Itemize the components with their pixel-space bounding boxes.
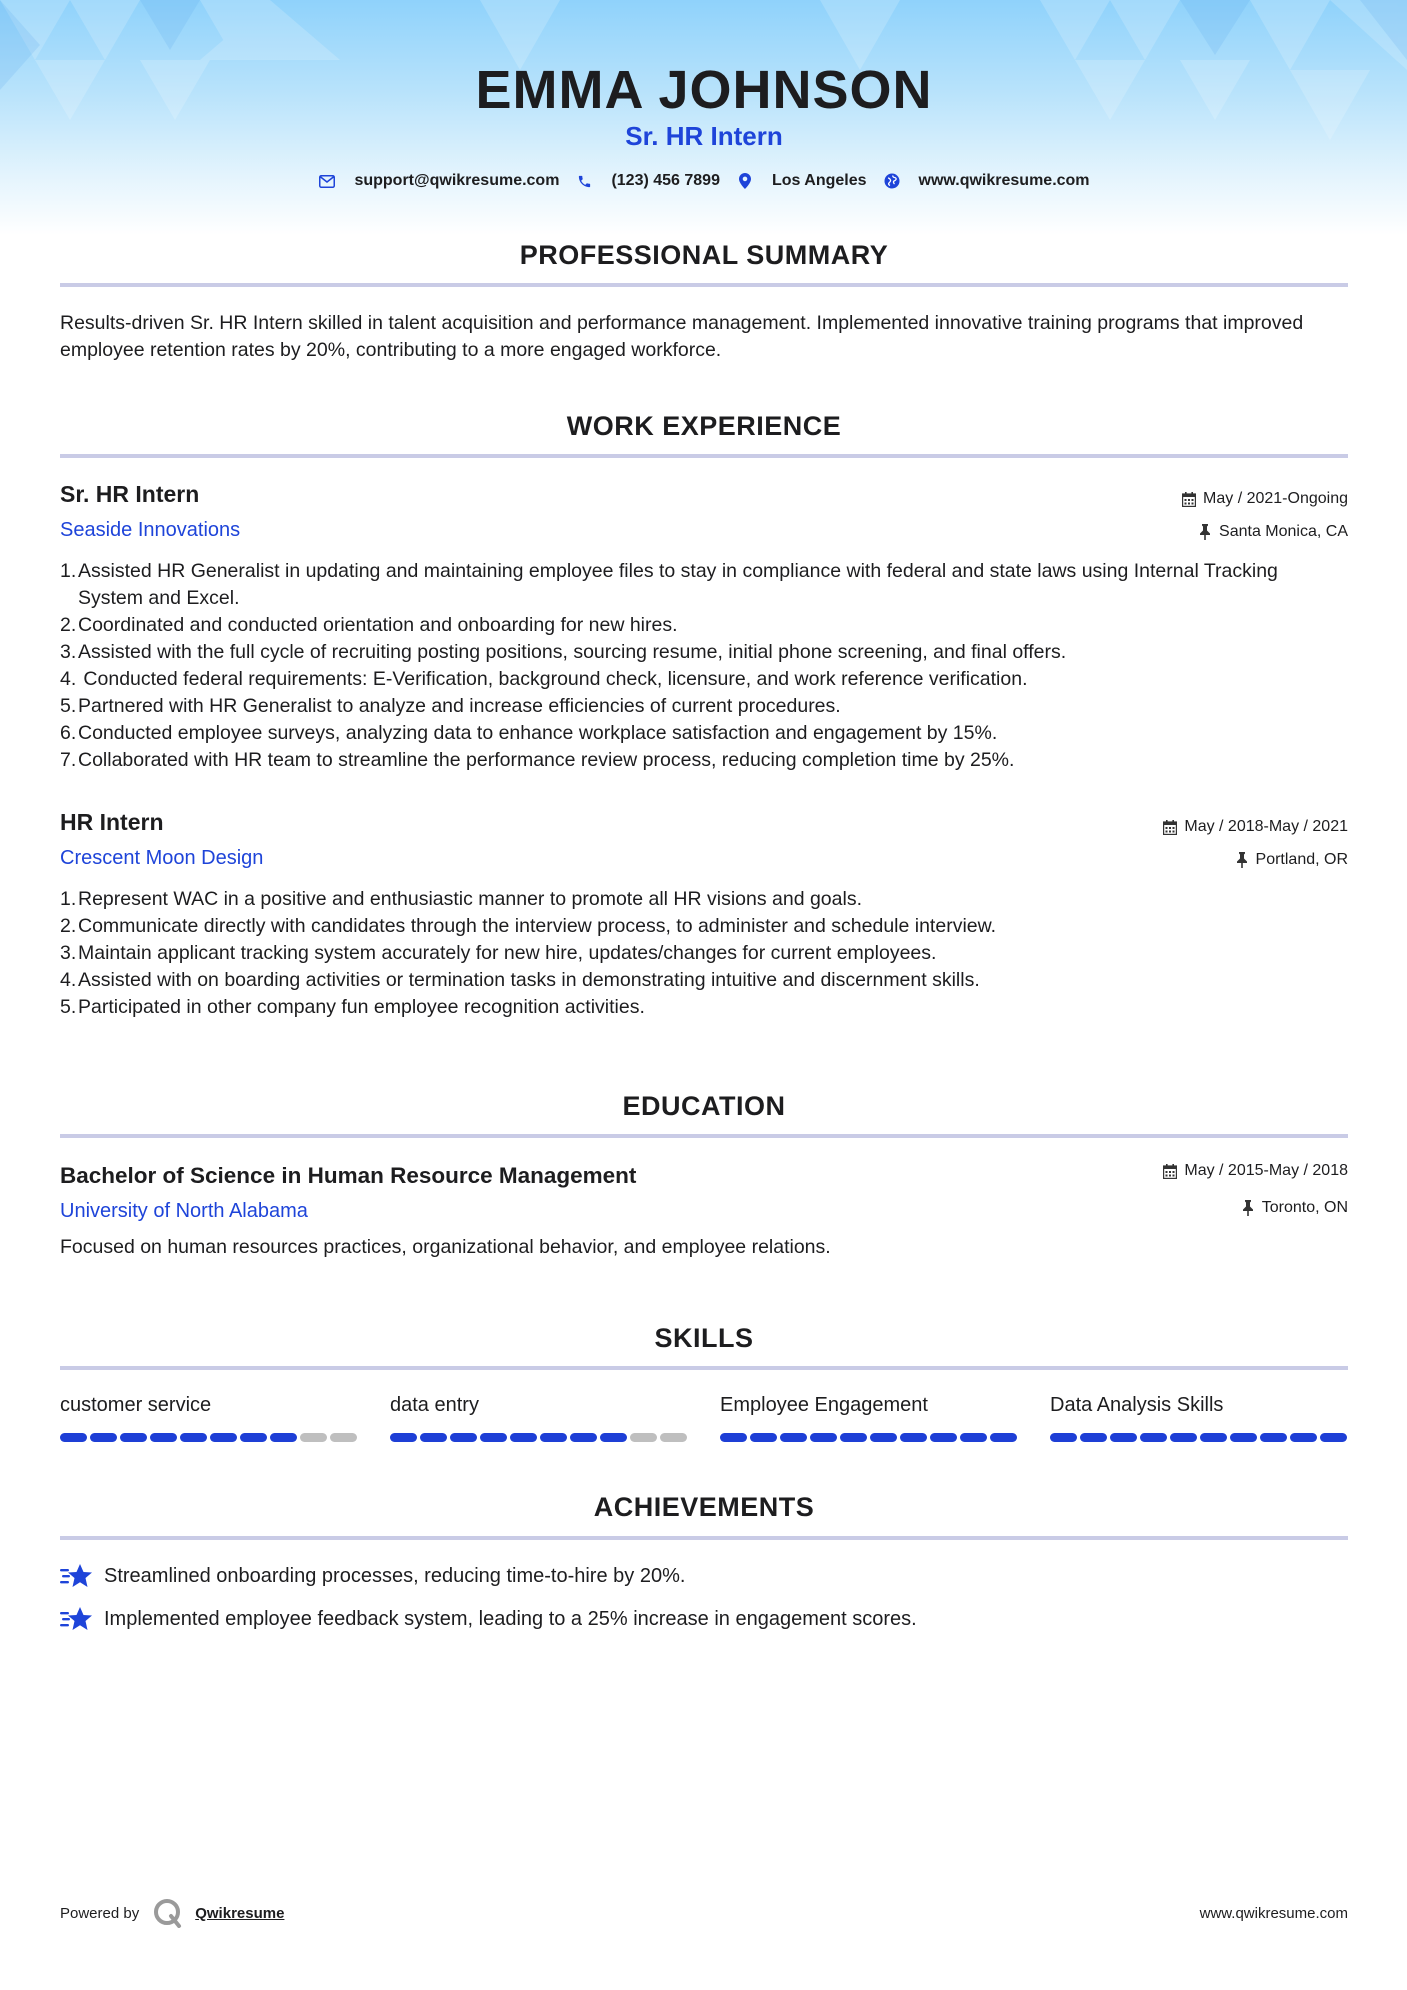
skill-name: Employee Engagement [720,1394,928,1416]
skill-segment-filled [540,1433,567,1442]
skill-segment-filled [990,1433,1017,1442]
skill-segment-filled [840,1433,867,1442]
contact-email-text: support@qwikresume.com [354,172,560,189]
skill-segment-filled [480,1433,507,1442]
job-1-location [1197,521,1348,543]
calendar-icon [1181,491,1197,507]
skill-segment-filled [120,1433,147,1442]
map-pin-icon [736,172,754,190]
calendar-icon [1162,819,1178,835]
skill-segment-empty [330,1433,357,1442]
brand-link[interactable]: Qwikresume [195,1904,285,1922]
job-2-dates [1162,816,1348,838]
education-divider [60,1134,1348,1138]
skill-segment-filled [930,1433,957,1442]
skill-segment-empty [630,1433,657,1442]
contact-location [736,172,867,190]
candidate-role: Sr. HR Intern [625,121,783,151]
skill-name: data entry [390,1394,479,1416]
job-2-company: Crescent Moon Design [60,847,264,869]
skill-segment-filled [1320,1433,1347,1442]
powered-by-label: Powered by [60,1904,140,1922]
skill-item [390,1391,690,1442]
experience-divider [60,454,1348,458]
education-heading: EDUCATION [622,1091,786,1121]
achievements-heading: ACHIEVEMENTS [593,1492,815,1522]
skill-segment-filled [510,1433,537,1442]
skill-segment-empty [660,1433,687,1442]
skill-segment-filled [780,1433,807,1442]
skill-item [720,1391,1020,1442]
list-item: 4. Assisted with on boarding activities or termination tasks in demonstrating intuitive and discernment skills. [60,969,980,991]
skill-segment-filled [180,1433,207,1442]
skill-segment-filled [90,1433,117,1442]
job-1-bullets [60,558,1348,774]
summary-divider [60,283,1348,287]
skill-segment-filled [600,1433,627,1442]
contact-email[interactable] [318,172,559,190]
education-dates [1162,1160,1348,1182]
globe-icon [883,172,901,190]
skill-segment-filled [1110,1433,1137,1442]
experience-heading: WORK EXPERIENCE [566,411,842,441]
skill-item [60,1391,360,1442]
skill-level-bar [720,1433,1020,1442]
skill-item [1050,1391,1350,1442]
achievement-text-2: Implemented employee feedback system, leading to a 25% increase in engagement scores. [104,1608,917,1630]
skill-name: customer service [60,1394,212,1416]
contact-phone[interactable] [575,172,720,190]
pushpin-icon [1234,852,1250,868]
skill-segment-filled [720,1433,747,1442]
contact-website-text: www.qwikresume.com [918,172,1090,189]
skill-level-bar [390,1433,690,1442]
calendar-icon [1162,1163,1178,1179]
skill-segment-filled [390,1433,417,1442]
skill-segment-filled [570,1433,597,1442]
achievement-item-2 [60,1605,917,1633]
skill-segment-filled [1230,1433,1257,1442]
skill-name: Data Analysis Skills [1050,1394,1224,1416]
skill-segment-filled [1140,1433,1167,1442]
skills-divider [60,1366,1348,1370]
star-award-icon [60,1605,94,1633]
job-1-title: Sr. HR Intern [60,481,200,507]
list-item: 3. Assisted with the full cycle of recruiting posting positions, sourcing resume, initial phone screening, and final offers. [60,641,1067,663]
job-2-location-text: Portland, OR [1255,851,1348,868]
education-description: Focused on human resources practices, organizational behavior, and employee relations. [60,1236,831,1258]
list-item: 7. Collaborated with HR team to streamline the performance review process, reducing completion time by 25%. [60,749,1015,771]
pushpin-icon [1240,1200,1256,1216]
skill-segment-filled [1260,1433,1287,1442]
skills-heading: SKILLS [654,1323,754,1353]
education-degree: Bachelor of Science in Human Resource Management [60,1163,637,1188]
achievements-divider [60,1536,1348,1540]
education-dates-text: May / 2015-May / 2018 [1184,1162,1348,1179]
skill-level-bar [60,1433,360,1442]
list-item: 1. Represent WAC in a positive and enthusiastic manner to promote all HR visions and goals. [60,888,862,910]
skill-segment-filled [870,1433,897,1442]
job-1-dates-text: May / 2021-Ongoing [1203,490,1348,507]
job-2-dates-text: May / 2018-May / 2021 [1184,818,1348,835]
list-item: 2. Coordinated and conducted orientation and onboarding for new hires. [60,614,678,636]
footer-powered-by [60,1898,284,1928]
star-award-icon [60,1562,94,1590]
skill-segment-filled [900,1433,927,1442]
education-location [1240,1197,1348,1219]
summary-text: Results-driven Sr. HR Intern skilled in talent acquisition and performance management. Implemented innovative training programs that improved employee retention rates by 20%, contributing to a more engaged workforce. [60,312,1304,361]
list-item: 5. Partnered with HR Generalist to analyze and increase efficiencies of current procedures. [60,695,841,717]
skill-segment-filled [1050,1433,1077,1442]
list-item: 2. Communicate directly with candidates through the interview process, to administer and schedule interview. [60,915,997,937]
list-item: 5. Participated in other company fun employee recognition activities. [60,996,645,1018]
contact-phone-text: (123) 456 7899 [611,172,720,189]
candidate-name: EMMA JOHNSON [475,60,933,120]
skill-segment-filled [150,1433,177,1442]
job-1-dates [1181,488,1348,510]
phone-icon [575,172,593,190]
skill-segment-empty [300,1433,327,1442]
skill-segment-filled [960,1433,987,1442]
skill-segment-filled [60,1433,87,1442]
job-2-title: HR Intern [60,809,164,835]
education-location-text: Toronto, ON [1261,1199,1348,1216]
skill-level-bar [1050,1433,1350,1442]
list-item: 4. Conducted federal requirements: E-Verification, background check, licensure, and work reference verification. [60,668,1028,690]
job-1-company: Seaside Innovations [60,519,241,541]
skill-segment-filled [240,1433,267,1442]
skill-segment-filled [450,1433,477,1442]
list-item: 3. Maintain applicant tracking system accurately for new hire, updates/changes for current employees. [60,942,937,964]
list-item: 6. Conducted employee surveys, analyzing data to enhance workplace satisfaction and engagement by 15%. [60,722,998,744]
contact-bar [60,172,1348,190]
pushpin-icon [1197,524,1213,540]
job-2-bullets [60,886,1348,1021]
skill-segment-filled [420,1433,447,1442]
achievement-item-1 [60,1562,685,1590]
skill-segment-filled [1080,1433,1107,1442]
job-1-location-text: Santa Monica, CA [1219,523,1348,540]
skill-segment-filled [1290,1433,1317,1442]
skill-segment-filled [810,1433,837,1442]
skill-segment-filled [210,1433,237,1442]
footer-website[interactable]: www.qwikresume.com [1199,1905,1348,1922]
skill-segment-filled [1200,1433,1227,1442]
summary-heading: PROFESSIONAL SUMMARY [519,240,889,270]
contact-location-text: Los Angeles [771,172,867,189]
skill-segment-filled [270,1433,297,1442]
qwikresume-logo-icon [153,1898,183,1928]
envelope-icon [318,172,336,190]
job-2-location [1234,849,1348,871]
list-item: 1. Assisted HR Generalist in updating and maintaining employee files to stay in compliance with federal and state laws using Internal Tracking System and Excel. [60,560,1278,609]
achievement-text-1: Streamlined onboarding processes, reducing time-to-hire by 20%. [104,1565,686,1587]
skill-segment-filled [750,1433,777,1442]
contact-website[interactable] [883,172,1090,190]
education-school: University of North Alabama [60,1200,308,1222]
skill-segment-filled [1170,1433,1197,1442]
